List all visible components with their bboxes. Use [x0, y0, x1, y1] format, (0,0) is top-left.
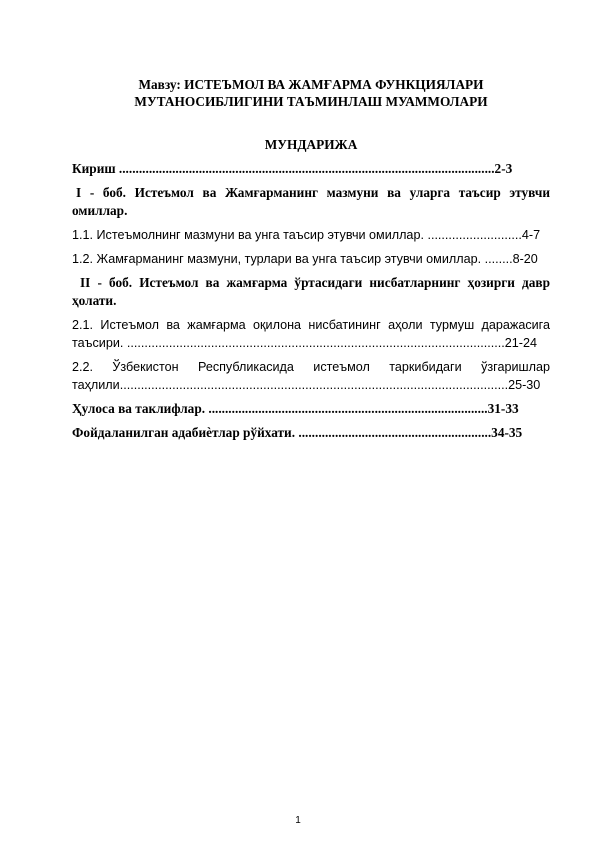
table-of-contents [72, 160, 550, 442]
toc-chapter2-line2: ҳолати. [72, 293, 117, 308]
toc-entry-conclusion: Ҳулоса ва таклифлар. ....................................................................................31-33 [72, 401, 519, 416]
title-line-2: МУТАНОСИБЛИГИНИ ТАЪМИНЛАШ МУАММОЛАРИ [134, 94, 488, 109]
toc-entry-intro: Кириш .................................................................................................................2-3 [72, 161, 513, 176]
toc-chapter1-line2: омиллар. [72, 203, 128, 218]
title-line-1: Мавзу: ИСТЕЪМОЛ ВА ЖАМҒАРМА ФУНКЦИЯЛАРИ [138, 77, 484, 92]
toc-entry-2-1-line1: 2.1. Истеъмол ва жамғарма оқилона нисбатининг аҳоли турмуш даражасига [72, 318, 550, 332]
toc-entry-2-1-line2: таъсири. ............................................................................................................21-24 [72, 336, 537, 350]
toc-entry-1-1: 1.1. Истеъмолнинг мазмуни ва унга таъсир этувчи омиллар. ...........................4-7 [72, 228, 541, 242]
toc-entry-2-2-line1: 2.2. Ўзбекистон Республикасида истеъмол таркибидаги ўзгаришлар [72, 360, 550, 374]
toc-entry-references: Фойдаланилган адабиѐтлар рўйхати. ..........................................................34-35 [72, 425, 523, 440]
toc-entry-2-2-line2: таҳлили...............................................................................................................25-30 [72, 378, 541, 392]
toc-chapter2-line1: II - боб. Истеъмол ва жамғарма ўртасидаги нисбатларнинг ҳозирги давр [80, 275, 550, 290]
toc-entry-1-2: 1.2. Жамғарманинг мазмуни, турлари ва унга таъсир этувчи омиллар. ........8-20 [72, 252, 538, 266]
contents-heading: МУНДАРИЖА [264, 137, 358, 152]
document-title [72, 76, 550, 110]
page-number: 1 [295, 815, 301, 826]
toc-chapter1-line1: I - боб. Истеъмол ва Жамғарманинг мазмуни ва уларга таъсир этувчи [76, 185, 550, 200]
